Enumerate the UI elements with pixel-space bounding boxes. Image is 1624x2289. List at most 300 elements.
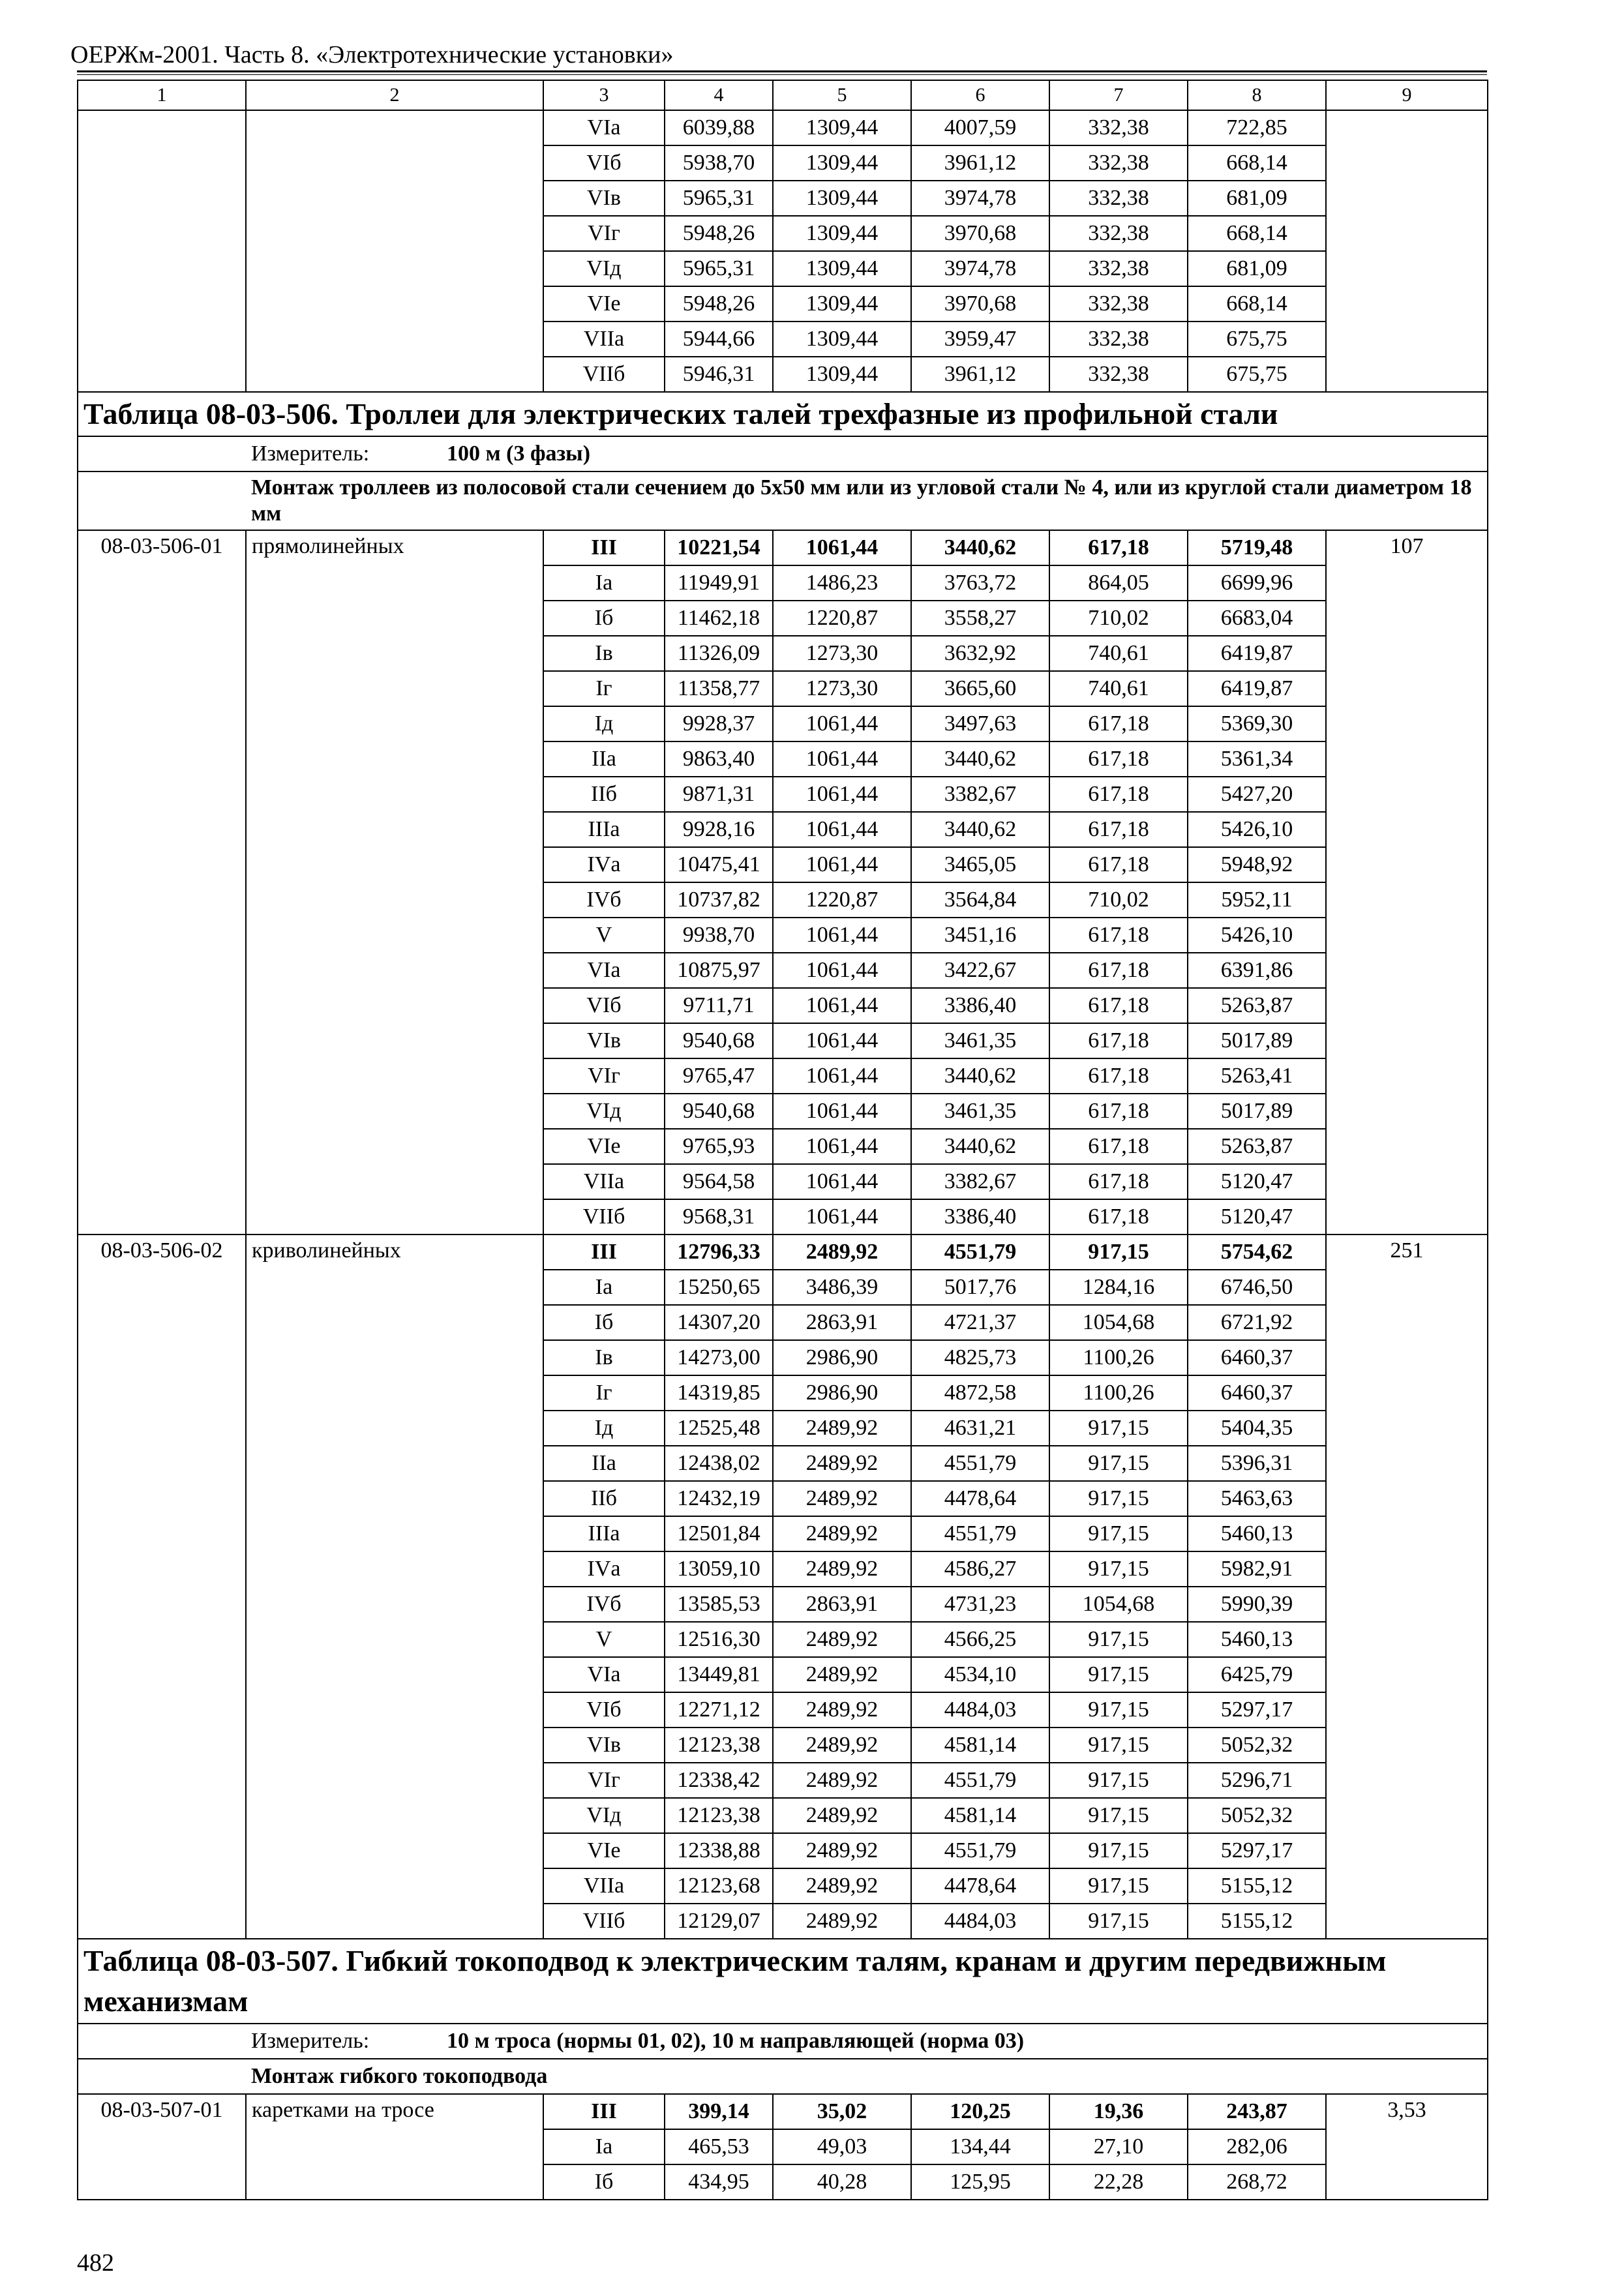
- value-cell: 9765,93: [665, 1129, 773, 1164]
- value-cell: 3961,12: [911, 145, 1049, 181]
- value-cell: 11326,09: [665, 636, 773, 671]
- work-name: каретками на тросе: [246, 2094, 543, 2200]
- value-cell: 4007,59: [911, 110, 1049, 145]
- value-cell: 5946,31: [665, 357, 773, 392]
- value-cell: 4731,23: [911, 1587, 1049, 1622]
- value-cell: 4551,79: [911, 1446, 1049, 1481]
- value-cell: 1061,44: [773, 1023, 911, 1058]
- zone-cell: VIд: [543, 1798, 665, 1833]
- value-cell: 11358,77: [665, 671, 773, 706]
- value-cell: 9928,37: [665, 706, 773, 741]
- table-row: [78, 110, 1488, 145]
- value-cell: 12525,48: [665, 1411, 773, 1446]
- value-cell: 6460,37: [1188, 1340, 1326, 1375]
- value-cell: 617,18: [1049, 1164, 1188, 1199]
- value-cell: 3386,40: [911, 988, 1049, 1023]
- value-cell: 1061,44: [773, 1094, 911, 1129]
- value-cell: 668,14: [1188, 145, 1326, 181]
- work-name-cell: [246, 110, 543, 392]
- value-cell: 3564,84: [911, 882, 1049, 918]
- value-cell: 332,38: [1049, 251, 1188, 286]
- zone-cell: Iв: [543, 636, 665, 671]
- value-cell: 617,18: [1049, 847, 1188, 882]
- value-cell: 1061,44: [773, 847, 911, 882]
- value-cell: 1309,44: [773, 216, 911, 251]
- value-cell: 5426,10: [1188, 812, 1326, 847]
- value-cell: 2489,92: [773, 1904, 911, 1939]
- value-cell: 10737,82: [665, 882, 773, 918]
- column-number-row: [78, 80, 1488, 110]
- zone-cell: Iа: [543, 2129, 665, 2164]
- column-number: 6: [911, 80, 1049, 110]
- value-cell: 917,15: [1049, 1868, 1188, 1904]
- table-row: [78, 2094, 1488, 2129]
- value-cell: 917,15: [1049, 1798, 1188, 1833]
- value-cell: 3665,60: [911, 671, 1049, 706]
- value-cell: 2489,92: [773, 1657, 911, 1692]
- value-cell: 1309,44: [773, 110, 911, 145]
- value-cell: 332,38: [1049, 357, 1188, 392]
- value-cell: 5463,63: [1188, 1481, 1326, 1516]
- value-cell: 15250,65: [665, 1270, 773, 1305]
- zone-cell: Iб: [543, 1305, 665, 1340]
- value-cell: 5296,71: [1188, 1763, 1326, 1798]
- column-number: 1: [78, 80, 246, 110]
- value-cell: 12271,12: [665, 1692, 773, 1728]
- value-cell: 4478,64: [911, 1868, 1049, 1904]
- zone-cell: VIа: [543, 1657, 665, 1692]
- value-cell: 917,15: [1049, 1622, 1188, 1657]
- value-cell: 1486,23: [773, 565, 911, 601]
- value-cell: 3632,92: [911, 636, 1049, 671]
- zone-cell: VIIб: [543, 1199, 665, 1234]
- zone-cell: IVа: [543, 1551, 665, 1587]
- value-cell: 12438,02: [665, 1446, 773, 1481]
- value-cell: 3974,78: [911, 181, 1049, 216]
- value-cell: 13059,10: [665, 1551, 773, 1587]
- column-number: 2: [246, 80, 543, 110]
- value-cell: 6391,86: [1188, 953, 1326, 988]
- header-rule: [77, 70, 1487, 72]
- value-cell: 1061,44: [773, 812, 911, 847]
- value-cell: 3440,62: [911, 530, 1049, 565]
- zone-cell: III: [543, 530, 665, 565]
- value-cell: 332,38: [1049, 110, 1188, 145]
- value-cell: 4581,14: [911, 1798, 1049, 1833]
- value-cell: 917,15: [1049, 1692, 1188, 1728]
- value-cell: 27,10: [1049, 2129, 1188, 2164]
- value-cell: 5297,17: [1188, 1692, 1326, 1728]
- subtitle-row: [78, 2059, 1488, 2094]
- value-cell: 917,15: [1049, 1657, 1188, 1692]
- zone-cell: Iг: [543, 1375, 665, 1411]
- value-cell: 617,18: [1049, 988, 1188, 1023]
- work-subtitle: Монтаж троллеев из полосовой стали сечением до 5х50 мм или из угловой стали № 4, или из круглой стали диаметром 18 мм: [246, 471, 1488, 530]
- measure-row: [78, 2024, 1488, 2059]
- value-cell: 3451,16: [911, 918, 1049, 953]
- zone-cell: IIIа: [543, 812, 665, 847]
- value-cell: 5017,89: [1188, 1023, 1326, 1058]
- measure-value: 100 м (3 фазы): [447, 441, 591, 466]
- value-cell: 6699,96: [1188, 565, 1326, 601]
- value-cell: 2489,92: [773, 1481, 911, 1516]
- value-cell: 5263,87: [1188, 1129, 1326, 1164]
- column-number: 3: [543, 80, 665, 110]
- value-cell: 617,18: [1049, 741, 1188, 777]
- value-cell: 675,75: [1188, 357, 1326, 392]
- zone-cell: VIб: [543, 988, 665, 1023]
- zone-cell: III: [543, 1234, 665, 1270]
- zone-cell: VIб: [543, 145, 665, 181]
- value-cell: 2863,91: [773, 1305, 911, 1340]
- value-cell: 332,38: [1049, 322, 1188, 357]
- code-cell: [78, 110, 246, 392]
- value-cell: 917,15: [1049, 1551, 1188, 1587]
- value-cell: 740,61: [1049, 636, 1188, 671]
- value-cell: 3461,35: [911, 1023, 1049, 1058]
- value-cell: 1054,68: [1049, 1587, 1188, 1622]
- value-cell: 1061,44: [773, 1129, 911, 1164]
- value-cell: 14307,20: [665, 1305, 773, 1340]
- value-cell: 9863,40: [665, 741, 773, 777]
- value-cell: 19,36: [1049, 2094, 1188, 2129]
- table-row: [78, 1234, 1488, 1270]
- value-cell: 4566,25: [911, 1622, 1049, 1657]
- value-cell: 5017,89: [1188, 1094, 1326, 1129]
- value-cell: 2489,92: [773, 1516, 911, 1551]
- value-cell: 2986,90: [773, 1340, 911, 1375]
- value-cell: 5952,11: [1188, 882, 1326, 918]
- zone-cell: VIIа: [543, 1868, 665, 1904]
- value-cell: 5155,12: [1188, 1868, 1326, 1904]
- value-cell: 5948,26: [665, 286, 773, 322]
- zone-cell: Iб: [543, 601, 665, 636]
- value-cell: 864,05: [1049, 565, 1188, 601]
- header-rule-thin: [77, 74, 1487, 75]
- value-cell: 710,02: [1049, 601, 1188, 636]
- value-cell: 3382,67: [911, 777, 1049, 812]
- value-cell: 617,18: [1049, 530, 1188, 565]
- zone-cell: VIг: [543, 1058, 665, 1094]
- measure-row: [78, 436, 1488, 471]
- value-cell: 12123,38: [665, 1728, 773, 1763]
- value-cell: 5017,76: [911, 1270, 1049, 1305]
- value-cell: 6039,88: [665, 110, 773, 145]
- value-cell: 49,03: [773, 2129, 911, 2164]
- value-cell: 1100,26: [1049, 1340, 1188, 1375]
- value-cell: 6746,50: [1188, 1270, 1326, 1305]
- zone-cell: IIа: [543, 741, 665, 777]
- value-cell: 12123,38: [665, 1798, 773, 1833]
- value-cell: 332,38: [1049, 145, 1188, 181]
- value-cell: 22,28: [1049, 2164, 1188, 2200]
- value-cell: 3440,62: [911, 1129, 1049, 1164]
- value-cell: 4484,03: [911, 1692, 1049, 1728]
- measure-cell: [246, 436, 1488, 471]
- value-cell: 1054,68: [1049, 1305, 1188, 1340]
- value-cell: 5263,41: [1188, 1058, 1326, 1094]
- value-cell: 2489,92: [773, 1411, 911, 1446]
- value-cell: 917,15: [1049, 1833, 1188, 1868]
- zone-cell: IIб: [543, 1481, 665, 1516]
- value-cell: 5052,32: [1188, 1798, 1326, 1833]
- value-cell: 5948,26: [665, 216, 773, 251]
- value-cell: 10475,41: [665, 847, 773, 882]
- value-cell: 5120,47: [1188, 1199, 1326, 1234]
- value-cell: 710,02: [1049, 882, 1188, 918]
- section-title-row: [78, 392, 1488, 436]
- col9-value: 3,53: [1326, 2094, 1488, 2200]
- column-number: 8: [1188, 80, 1326, 110]
- value-cell: 40,28: [773, 2164, 911, 2200]
- zone-cell: VIIа: [543, 1164, 665, 1199]
- value-cell: 9540,68: [665, 1023, 773, 1058]
- value-cell: 14273,00: [665, 1340, 773, 1375]
- value-cell: 617,18: [1049, 918, 1188, 953]
- value-cell: 5965,31: [665, 251, 773, 286]
- table-title: Таблица 08-03-506. Троллеи для электрических талей трехфазные из профильной стали: [78, 392, 1488, 436]
- zone-cell: VIв: [543, 181, 665, 216]
- value-cell: 5427,20: [1188, 777, 1326, 812]
- value-cell: 12796,33: [665, 1234, 773, 1270]
- value-cell: 9871,31: [665, 777, 773, 812]
- value-cell: 2489,92: [773, 1622, 911, 1657]
- value-cell: 1061,44: [773, 918, 911, 953]
- zone-cell: VIв: [543, 1728, 665, 1763]
- norm-code: 08-03-507-01: [78, 2094, 246, 2200]
- subtitle-gap: [78, 471, 246, 530]
- value-cell: 3465,05: [911, 847, 1049, 882]
- value-cell: 5361,34: [1188, 741, 1326, 777]
- value-cell: 3386,40: [911, 1199, 1049, 1234]
- zone-cell: Iв: [543, 1340, 665, 1375]
- value-cell: 332,38: [1049, 286, 1188, 322]
- value-cell: 12338,42: [665, 1763, 773, 1798]
- value-cell: 3440,62: [911, 1058, 1049, 1094]
- value-cell: 5719,48: [1188, 530, 1326, 565]
- zone-cell: IIIа: [543, 1516, 665, 1551]
- zone-cell: VIIа: [543, 322, 665, 357]
- value-cell: 2986,90: [773, 1375, 911, 1411]
- value-cell: 4872,58: [911, 1375, 1049, 1411]
- value-cell: 12501,84: [665, 1516, 773, 1551]
- value-cell: 5460,13: [1188, 1516, 1326, 1551]
- value-cell: 917,15: [1049, 1411, 1188, 1446]
- col9-value: 107: [1326, 530, 1488, 1234]
- value-cell: 722,85: [1188, 110, 1326, 145]
- value-cell: 1309,44: [773, 357, 911, 392]
- value-cell: 1061,44: [773, 988, 911, 1023]
- value-cell: 2489,92: [773, 1446, 911, 1481]
- value-cell: 3497,63: [911, 706, 1049, 741]
- value-cell: 5297,17: [1188, 1833, 1326, 1868]
- value-cell: 13585,53: [665, 1587, 773, 1622]
- value-cell: 6419,87: [1188, 671, 1326, 706]
- value-cell: 3440,62: [911, 812, 1049, 847]
- value-cell: 1273,30: [773, 636, 911, 671]
- value-cell: 681,09: [1188, 181, 1326, 216]
- value-cell: 3422,67: [911, 953, 1049, 988]
- norm-code: 08-03-506-02: [78, 1234, 246, 1939]
- value-cell: 917,15: [1049, 1234, 1188, 1270]
- zone-cell: Iд: [543, 706, 665, 741]
- zone-cell: V: [543, 1622, 665, 1657]
- price-table: [77, 80, 1488, 2200]
- value-cell: 3974,78: [911, 251, 1049, 286]
- zone-cell: VIа: [543, 953, 665, 988]
- value-cell: 120,25: [911, 2094, 1049, 2129]
- value-cell: 917,15: [1049, 1763, 1188, 1798]
- value-cell: 1309,44: [773, 181, 911, 216]
- zone-cell: VIд: [543, 251, 665, 286]
- work-name: криволинейных: [246, 1234, 543, 1939]
- value-cell: 617,18: [1049, 777, 1188, 812]
- value-cell: 10221,54: [665, 530, 773, 565]
- value-cell: 1309,44: [773, 286, 911, 322]
- value-cell: 4478,64: [911, 1481, 1049, 1516]
- value-cell: 668,14: [1188, 286, 1326, 322]
- norm-code: 08-03-506-01: [78, 530, 246, 1234]
- value-cell: 6460,37: [1188, 1375, 1326, 1411]
- value-cell: 668,14: [1188, 216, 1326, 251]
- value-cell: 4551,79: [911, 1833, 1049, 1868]
- column-number: 5: [773, 80, 911, 110]
- page-number: 482: [77, 2249, 114, 2277]
- value-cell: 617,18: [1049, 812, 1188, 847]
- value-cell: 1061,44: [773, 777, 911, 812]
- value-cell: 5155,12: [1188, 1904, 1326, 1939]
- zone-cell: IIб: [543, 777, 665, 812]
- section-title-row: [78, 1939, 1488, 2024]
- value-cell: 6683,04: [1188, 601, 1326, 636]
- value-cell: 1061,44: [773, 953, 911, 988]
- value-cell: 2489,92: [773, 1551, 911, 1587]
- value-cell: 1309,44: [773, 322, 911, 357]
- value-cell: 134,44: [911, 2129, 1049, 2164]
- value-cell: 1309,44: [773, 145, 911, 181]
- value-cell: 1061,44: [773, 706, 911, 741]
- value-cell: 675,75: [1188, 322, 1326, 357]
- value-cell: 917,15: [1049, 1728, 1188, 1763]
- value-cell: 5460,13: [1188, 1622, 1326, 1657]
- value-cell: 4551,79: [911, 1234, 1049, 1270]
- value-cell: 1220,87: [773, 882, 911, 918]
- value-cell: 1100,26: [1049, 1375, 1188, 1411]
- value-cell: 1273,30: [773, 671, 911, 706]
- column-number: 7: [1049, 80, 1188, 110]
- value-cell: 917,15: [1049, 1904, 1188, 1939]
- value-cell: 332,38: [1049, 181, 1188, 216]
- value-cell: 1309,44: [773, 251, 911, 286]
- table-row: [78, 530, 1488, 565]
- measure-label: Измеритель:: [251, 441, 370, 466]
- value-cell: 617,18: [1049, 706, 1188, 741]
- value-cell: 332,38: [1049, 216, 1188, 251]
- subtitle-row: [78, 471, 1488, 530]
- zone-cell: Iд: [543, 1411, 665, 1446]
- zone-cell: VIIб: [543, 1904, 665, 1939]
- value-cell: 2489,92: [773, 1728, 911, 1763]
- zone-cell: Iа: [543, 565, 665, 601]
- value-cell: 5938,70: [665, 145, 773, 181]
- column-number: 4: [665, 80, 773, 110]
- value-cell: 6721,92: [1188, 1305, 1326, 1340]
- zone-cell: VIIб: [543, 357, 665, 392]
- measure-label: Измеритель:: [251, 2029, 370, 2053]
- value-cell: 4631,21: [911, 1411, 1049, 1446]
- value-cell: 9765,47: [665, 1058, 773, 1094]
- value-cell: 12123,68: [665, 1868, 773, 1904]
- value-cell: 9711,71: [665, 988, 773, 1023]
- value-cell: 5948,92: [1188, 847, 1326, 882]
- work-name: прямолинейных: [246, 530, 543, 1234]
- value-cell: 3959,47: [911, 322, 1049, 357]
- zone-cell: Iг: [543, 671, 665, 706]
- value-cell: 617,18: [1049, 1199, 1188, 1234]
- value-cell: 6425,79: [1188, 1657, 1326, 1692]
- zone-cell: VIб: [543, 1692, 665, 1728]
- value-cell: 243,87: [1188, 2094, 1326, 2129]
- value-cell: 12338,88: [665, 1833, 773, 1868]
- zone-cell: VIд: [543, 1094, 665, 1129]
- value-cell: 3461,35: [911, 1094, 1049, 1129]
- value-cell: 2489,92: [773, 1763, 911, 1798]
- value-cell: 5263,87: [1188, 988, 1326, 1023]
- subtitle-gap: [78, 2059, 246, 2094]
- value-cell: 125,95: [911, 2164, 1049, 2200]
- value-cell: 1220,87: [773, 601, 911, 636]
- value-cell: 4551,79: [911, 1763, 1049, 1798]
- value-cell: 4484,03: [911, 1904, 1049, 1939]
- value-cell: 3382,67: [911, 1164, 1049, 1199]
- zone-cell: VIв: [543, 1023, 665, 1058]
- value-cell: 282,06: [1188, 2129, 1326, 2164]
- value-cell: 2489,92: [773, 1833, 911, 1868]
- value-cell: 740,61: [1049, 671, 1188, 706]
- value-cell: 2489,92: [773, 1692, 911, 1728]
- value-cell: 268,72: [1188, 2164, 1326, 2200]
- value-cell: 1284,16: [1049, 1270, 1188, 1305]
- col9-cell: [1326, 110, 1488, 392]
- zone-cell: Iа: [543, 1270, 665, 1305]
- page-header: ОЕРЖм-2001. Часть 8. «Электротехнические установки»: [70, 41, 674, 68]
- col9-value: 251: [1326, 1234, 1488, 1939]
- value-cell: 2863,91: [773, 1587, 911, 1622]
- zone-cell: IVб: [543, 1587, 665, 1622]
- value-cell: 3763,72: [911, 565, 1049, 601]
- value-cell: 681,09: [1188, 251, 1326, 286]
- value-cell: 6419,87: [1188, 636, 1326, 671]
- value-cell: 9928,16: [665, 812, 773, 847]
- measure-gap: [78, 2024, 246, 2059]
- value-cell: 917,15: [1049, 1446, 1188, 1481]
- value-cell: 5396,31: [1188, 1446, 1326, 1481]
- value-cell: 617,18: [1049, 953, 1188, 988]
- value-cell: 1061,44: [773, 741, 911, 777]
- value-cell: 2489,92: [773, 1798, 911, 1833]
- zone-cell: IVб: [543, 882, 665, 918]
- value-cell: 434,95: [665, 2164, 773, 2200]
- measure-gap: [78, 436, 246, 471]
- value-cell: 3440,62: [911, 741, 1049, 777]
- value-cell: 617,18: [1049, 1023, 1188, 1058]
- zone-cell: Iб: [543, 2164, 665, 2200]
- value-cell: 5944,66: [665, 322, 773, 357]
- value-cell: 12129,07: [665, 1904, 773, 1939]
- value-cell: 5982,91: [1188, 1551, 1326, 1587]
- work-subtitle: Монтаж гибкого токоподвода: [246, 2059, 1488, 2094]
- value-cell: 1061,44: [773, 1058, 911, 1094]
